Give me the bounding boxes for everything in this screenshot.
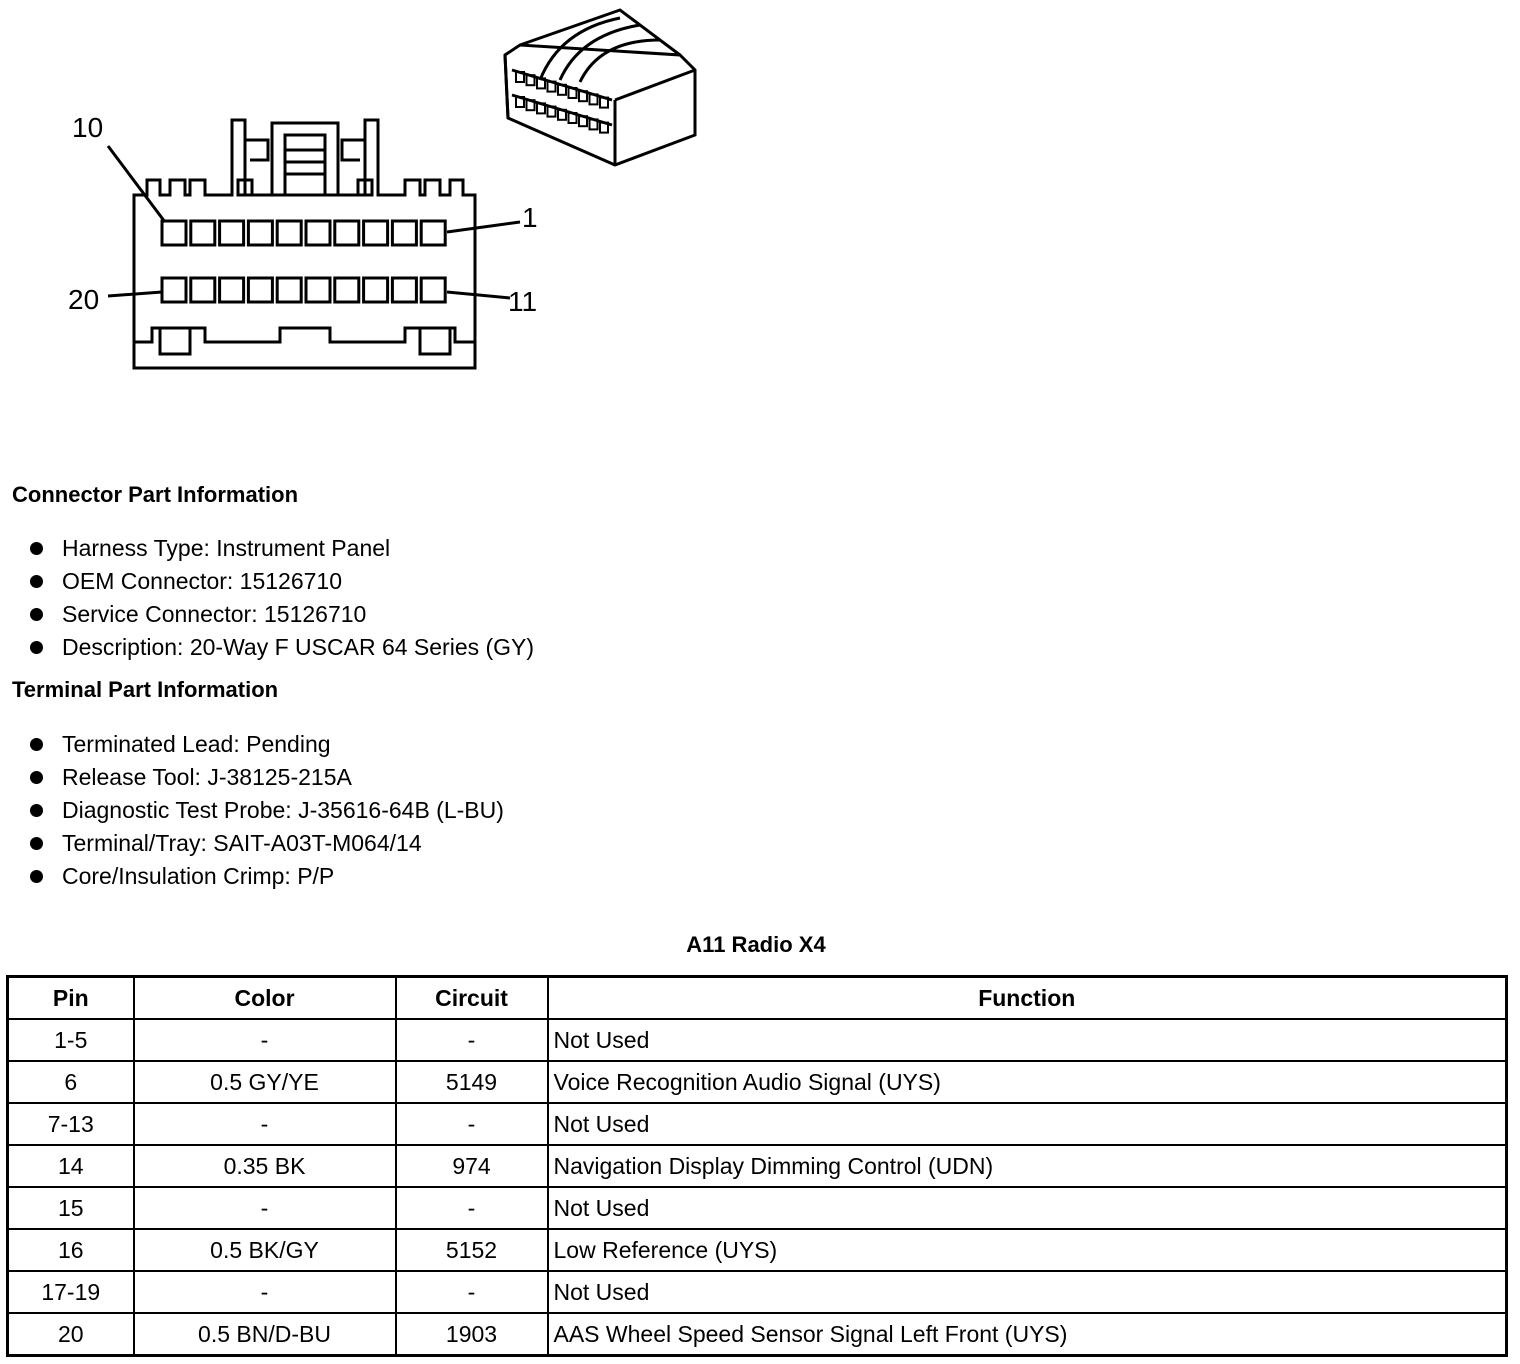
cell-color: -: [134, 1187, 396, 1229]
cell-function: Not Used: [548, 1103, 1507, 1145]
terminal-part-title: Terminal Part Information: [12, 677, 279, 702]
cell-circuit: -: [396, 1019, 548, 1061]
bottom-row-cavity: [421, 278, 445, 302]
cell-circuit: 974: [396, 1145, 548, 1187]
top-row-cavity: [248, 221, 272, 245]
cell-function: Voice Recognition Audio Signal (UYS): [548, 1061, 1507, 1103]
list-item-text: Core/Insulation Crimp: P/P: [62, 863, 335, 889]
list-item-text: Service Connector: 15126710: [62, 601, 367, 627]
list-item: [30, 761, 504, 794]
table-row: [8, 1019, 1507, 1061]
top-row-cavity: [335, 221, 359, 245]
cell-circuit: -: [396, 1103, 548, 1145]
terminal-part-list: [30, 728, 504, 893]
cell-color: 0.5 GY/YE: [134, 1061, 396, 1103]
cell-function: Not Used: [548, 1019, 1507, 1061]
cell-function: Not Used: [548, 1271, 1507, 1313]
cell-pin: 1-5: [8, 1019, 134, 1061]
top-row-cavity: [191, 221, 215, 245]
bullet-icon: [30, 804, 43, 817]
cell-color: 0.5 BN/D-BU: [134, 1313, 396, 1356]
bottom-row-cavity: [220, 278, 244, 302]
top-row-cavity: [277, 221, 301, 245]
header-circuit: Circuit: [396, 977, 548, 1020]
top-row-cavity: [364, 221, 388, 245]
list-item-text: Diagnostic Test Probe: J-35616-64B (L-BU): [62, 797, 504, 823]
cell-pin: 17-19: [8, 1271, 134, 1313]
table-row: [8, 1187, 1507, 1229]
cell-pin: 16: [8, 1229, 134, 1271]
bullet-icon: [30, 870, 43, 883]
connector-3d-view: [505, 10, 695, 165]
cell-pin: 14: [8, 1145, 134, 1187]
bottom-row-cavity: [277, 278, 301, 302]
list-item: [30, 631, 534, 664]
bullet-icon: [30, 542, 43, 555]
bullet-icon: [30, 575, 43, 588]
cell-color: -: [134, 1019, 396, 1061]
list-item-text: OEM Connector: 15126710: [62, 568, 343, 594]
list-item: [30, 565, 534, 598]
table-row: [8, 1103, 1507, 1145]
cell-function: Low Reference (UYS): [548, 1229, 1507, 1271]
list-item: [30, 794, 504, 827]
bottom-row-cavity: [162, 278, 186, 302]
cell-circuit: -: [396, 1187, 548, 1229]
bottom-row-cavity: [392, 278, 416, 302]
header-color: Color: [134, 977, 396, 1020]
cell-pin: 20: [8, 1313, 134, 1356]
bottom-row-cavity: [191, 278, 215, 302]
list-item-text: Description: 20-Way F USCAR 64 Series (GY): [62, 634, 535, 660]
cell-color: 0.35 BK: [134, 1145, 396, 1187]
list-item-text: Terminal/Tray: SAIT-A03T-M064/14: [62, 830, 422, 856]
connector-part-title: Connector Part Information: [12, 482, 299, 507]
bullet-icon: [30, 771, 43, 784]
list-item-text: Terminated Lead: Pending: [62, 731, 331, 757]
bullet-icon: [30, 641, 43, 654]
bullet-icon: [30, 837, 43, 850]
list-item-text: Release Tool: J-38125-215A: [62, 764, 352, 790]
cell-circuit: -: [396, 1271, 548, 1313]
top-row-cavity: [306, 221, 330, 245]
top-row-cavity: [220, 221, 244, 245]
cell-pin: 6: [8, 1061, 134, 1103]
list-item: [30, 532, 534, 565]
table-header-row: [8, 977, 1507, 1020]
cell-circuit: 5152: [396, 1229, 548, 1271]
bullet-icon: [30, 738, 43, 751]
table-title: A11 Radio X4: [686, 932, 826, 957]
pin-label-20: 20: [68, 284, 100, 315]
connector-diagram: [0, 0, 760, 420]
top-row-cavity: [421, 221, 445, 245]
cell-color: -: [134, 1103, 396, 1145]
bottom-row-cavity: [306, 278, 330, 302]
connector-part-list: [30, 532, 534, 664]
bottom-row-cavity: [335, 278, 359, 302]
list-item: [30, 827, 504, 860]
cell-function: Navigation Display Dimming Control (UDN): [548, 1145, 1507, 1187]
table-row: [8, 1145, 1507, 1187]
table-row: [8, 1061, 1507, 1103]
bottom-row-cavity: [248, 278, 272, 302]
list-item: [30, 728, 504, 761]
cell-circuit: 1903: [396, 1313, 548, 1356]
cell-color: -: [134, 1271, 396, 1313]
cell-function: AAS Wheel Speed Sensor Signal Left Front (UYS): [548, 1313, 1507, 1356]
top-row-cavity: [162, 221, 186, 245]
pin-label-1: 1: [522, 202, 538, 233]
top-row-cavity: [392, 221, 416, 245]
pin-table: [6, 975, 1508, 1357]
cell-pin: 15: [8, 1187, 134, 1229]
list-item: [30, 860, 504, 893]
pin-label-10: 10: [72, 112, 104, 143]
table-row: [8, 1313, 1507, 1356]
cell-pin: 7-13: [8, 1103, 134, 1145]
header-function: Function: [548, 977, 1507, 1020]
bullet-icon: [30, 608, 43, 621]
table-row: [8, 1271, 1507, 1313]
list-item: [30, 598, 534, 631]
pin-label-11: 11: [508, 286, 538, 317]
bottom-row-cavity: [364, 278, 388, 302]
table-row: [8, 1229, 1507, 1271]
cell-color: 0.5 BK/GY: [134, 1229, 396, 1271]
header-pin: Pin: [8, 977, 134, 1020]
cell-circuit: 5149: [396, 1061, 548, 1103]
cell-function: Not Used: [548, 1187, 1507, 1229]
list-item-text: Harness Type: Instrument Panel: [62, 535, 391, 561]
